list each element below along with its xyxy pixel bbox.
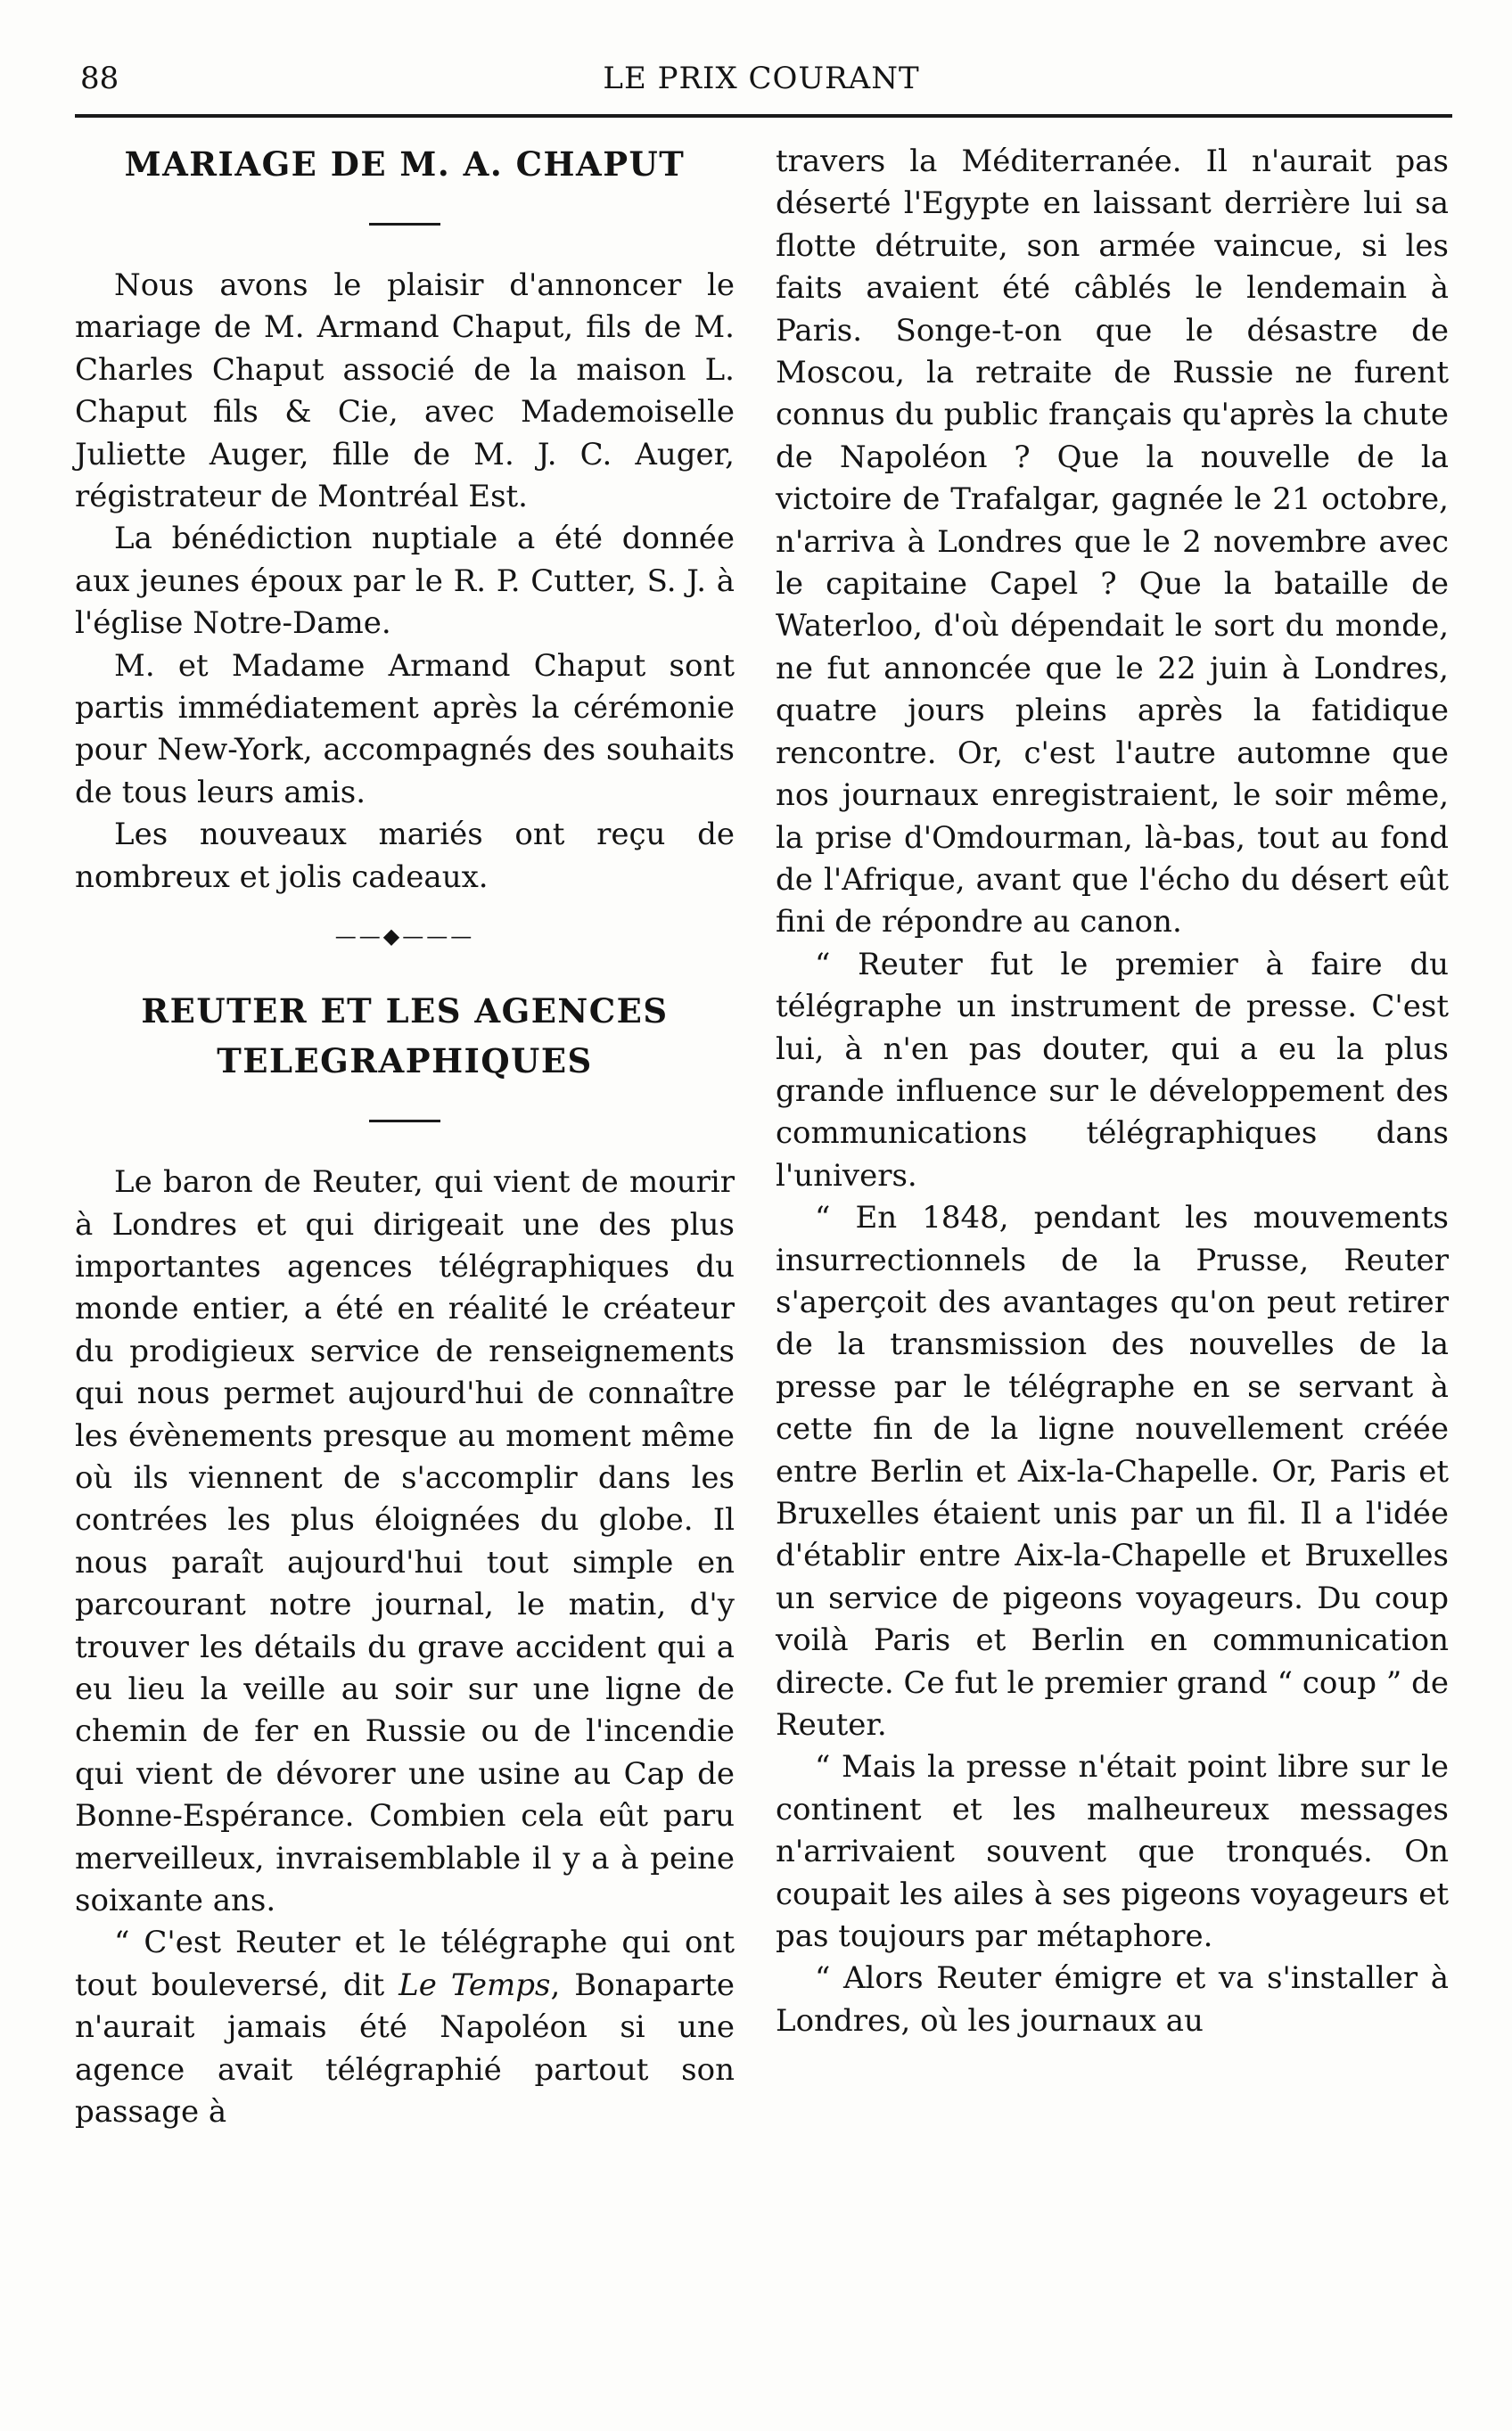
ornament-divider: ——◆——— (334, 924, 475, 949)
title-divider (369, 1120, 440, 1122)
paragraph: “ En 1848, pendant les mouvements insurrectionnels de la Prusse, Reuter s'aperçoit des avantages qu'on peut retirer de la transmission des nouvelles de la presse par le télégraphe en se servant à cette fin de la ligne nouvellement créée entre Berlin et Aix-la-Chapelle. Or, Paris et Bruxelles étaient unis par un fil. Il a l'idée d'établir entre Aix-la-Chapelle et Bruxelles un service de pigeons voyageurs. Du coup voilà Paris et Berlin en communication directe. Ce fut le premier grand “ coup ” de Reuter. (776, 1200, 1449, 1744)
right-column (776, 141, 1449, 2042)
paragraph: “ Alors Reuter émigre et va s'installer à Londres, où les journaux au (776, 1960, 1449, 2039)
page-number: 88 (80, 61, 119, 96)
text-run: “ C'est Reuter et le télégraphe qui ont tout bouleversé, dit (75, 1925, 735, 2003)
page-header (75, 55, 1448, 109)
article-title-reuter-line2: TELEGRAPHIQUES (217, 1041, 593, 1081)
header-rule (75, 114, 1452, 118)
article-title-reuter-line1: REUTER ET LES AGENCES (141, 991, 669, 1031)
article-title-mariage: MARIAGE DE M. A. CHAPUT (124, 144, 686, 184)
title-divider (369, 223, 440, 226)
paragraph: Les nouveaux mariés ont reçu de nombreux et jolis cadeaux. (75, 817, 735, 895)
left-column (75, 141, 735, 2133)
paragraph: M. et Madame Armand Chaput sont partis immédiatement après la cérémonie pour New-York, accompagnés des souhaits de tous leurs amis. (75, 647, 735, 810)
text-run: , Bonaparte n'aurait jamais été Napoléon si une agence avait télégraphié partout son passage à (75, 1967, 735, 2131)
running-title: LE PRIX COURANT (603, 61, 920, 96)
paragraph: Nous avons le plaisir d'annoncer le mariage de M. Armand Chaput, fils de M. Charles Chaput associé de la maison L. Chaput fils & Cie, avec Mademoiselle Juliette Auger, fille de M. J. C. Auger, régistrateur de Montréal Est. (75, 267, 735, 515)
paragraph: “ Mais la presse n'était point libre sur le continent et les malheureux messages n'arrivaient souvent que tronqués. On coupait les ailes à ses pigeons voyageurs et pas toujours par métaphore. (776, 1749, 1449, 1955)
newspaper-name: Le Temps (399, 1967, 551, 2003)
paragraph: La bénédiction nuptiale a été donnée aux jeunes époux par le R. P. Cutter, S. J. à l'église Notre-Dame. (75, 521, 735, 642)
paragraph: Le baron de Reuter, qui vient de mourir à Londres et qui dirigeait une des plus importantes agences télégraphiques du monde entier, a été en réalité le créateur du prodigieux service de renseignements qui nous permet aujourd'hui de connaître les évènements presque au moment même où ils viennent de s'accomplir dans les contrées les plus éloignées du globe. Il nous paraît aujourd'hui tout simple en parcourant notre journal, le matin, d'y trouver les détails du grave accident qui a eu lieu la veille au soir sur une ligne de chemin de fer en Russie ou de l'incendie qui vient de dévorer une usine au Cap de Bonne-Espérance. Combien cela eût paru merveilleux, invraisemblable il y a à peine soixante ans. (75, 1164, 735, 1918)
paragraph-continued: travers la Méditerranée. Il n'aurait pas déserté l'Egypte en laissant derrière lui sa flotte détruite, son armée vaincue, si les faits avaient été câblés le lendemain à Paris. Songe-t-on que le désastre de Moscou, la retraite de Russie ne furent connus du public français qu'après la chute de Napoléon ? Que la nouvelle de la victoire de Trafalgar, gagnée le 21 octobre, n'arriva à Londres que le 2 novembre avec le capitaine Capel ? Que la bataille de Waterloo, d'où dépendait le sort du monde, ne fut annoncée que le 22 juin à Londres, quatre jours pleins après la fatidique rencontre. Or, c'est l'autre automne que nos journaux enregistraient, le soir même, la prise d'Omdourman, là-bas, tout au fond de l'Afrique, avant que l'écho du désert eût fini de répondre au canon. (776, 144, 1449, 940)
paragraph: “ Reuter fut le premier à faire du télégraphe un instrument de presse. C'est lui, à n'en pas douter, qui a eu la plus grande influence sur le développement des communications télégraphiques dans l'univers. (776, 946, 1449, 1194)
paragraph (75, 1922, 735, 2133)
